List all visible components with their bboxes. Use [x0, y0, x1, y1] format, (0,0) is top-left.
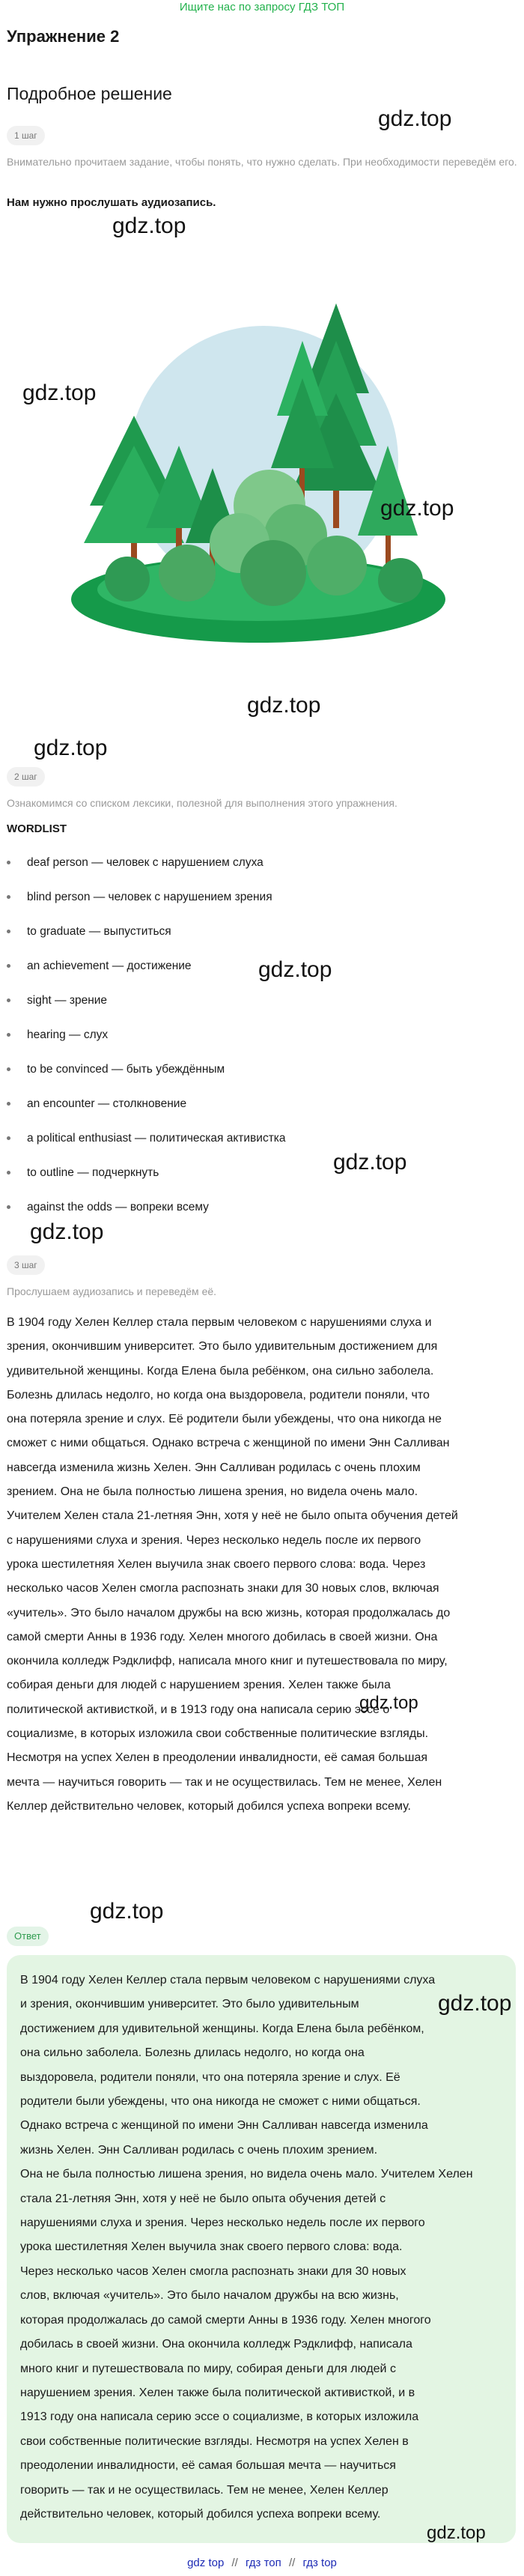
footer-separator: // — [231, 2557, 238, 2569]
wordlist-item: to be convinced — быть убеждённым — [7, 1061, 225, 1079]
forest-illustration — [0, 221, 524, 708]
exercise-title: Упражнение 2 — [7, 27, 120, 46]
footer-link[interactable]: гдз топ — [246, 2557, 281, 2569]
bullet-icon — [7, 1067, 10, 1071]
answer-text: В 1904 году Хелен Келлер стала первым человеком с нарушениями слуха и зрения, окончившим университет. Это было удивительным достижением для удивительной женщины. Когда Елена была ребёнком, она сильно заболела. Болезнь длилась недолго, но когда она выздоровела, родители поняли, что она потеряла зрение и слух. Её родители были убеждены, что она никогда не сможет с ними общаться. Однако встреча с женщиной по имени Энн Салливан навсегда изменила жизнь Хелен. Энн Салливан родилась с очень плохим зрением. Она не была полностью лишена зрения, но видела очень мало. Учителем Хелен стала 21-летняя Энн, хотя у неё не было опыта обучения детей с нарушениями слуха и зрения. Через несколько недель после их первого урока шестилетняя Хелен выучила знак своего первого слова: вода. Через несколько часов Хелен смогла распознать знаки для 30 новых слов, включая «учитель». Это было началом дружбы на всю жизнь, которая продолжалась до самой смерти Анны в 1936 году. Хелен многого добилась в своей жизни. Она окончила колледж Рэдклифф, написала много книг и путешествовала по миру, собирая деньги для людей с нарушением зрения. Хелен также была политической активисткой, и в 1913 году она написала серию эссе о социализме, в которых изложила свои собственные политические взгляды. Несмотря на успех Хелен в преодолении инвалидности, её самая большая мечта — научиться говорить — так и не осуществилась. Тем не менее, Хелен Келлер действительно человек, который добился успеха вопреки всему. — [20, 1974, 473, 2521]
watermark: gdz.top — [378, 106, 452, 131]
wordlist-item: sight — зрение — [7, 992, 107, 1010]
bullet-icon — [7, 861, 10, 864]
step-1-hint: Внимательно прочитаем задание, чтобы понять, что нужно сделать. При необходимости переведём его. — [7, 156, 517, 168]
watermark: gdz.top — [112, 213, 186, 238]
wordlist-item: an encounter — столкновение — [7, 1095, 186, 1113]
bullet-icon — [7, 998, 10, 1002]
watermark: gdz.top — [333, 1150, 407, 1175]
wordlist-item: to outline — подчеркнуть — [7, 1164, 159, 1182]
watermark: gdz.top — [258, 957, 332, 982]
wordlist-item: blind person — человек с нарушением зрения — [7, 888, 272, 906]
bullet-icon — [7, 930, 10, 933]
wordlist-item: deaf person — человек с нарушением слуха — [7, 854, 263, 872]
step-1-task: Нам нужно прослушать аудиозапись. — [7, 196, 216, 209]
watermark: gdz.top — [22, 381, 97, 405]
bullet-icon — [7, 964, 10, 968]
bullet-icon — [7, 895, 10, 899]
bullet-icon — [7, 1136, 10, 1140]
watermark: gdz.top — [359, 1693, 418, 1713]
wordlist-item: an achievement — достижение — [7, 957, 192, 975]
watermark: gdz.top — [438, 1991, 512, 2016]
wordlist-item: hearing — слух — [7, 1026, 108, 1044]
bullet-icon — [7, 1102, 10, 1106]
footer-link[interactable]: gdz top — [187, 2557, 225, 2569]
step-3-hint: Прослушаем аудиозапись и переведём её. — [7, 1285, 217, 1297]
watermark: gdz.top — [380, 496, 454, 521]
section-title: Подробное решение — [7, 84, 172, 103]
wordlist-heading: WORDLIST — [7, 822, 67, 835]
bullet-icon — [7, 1171, 10, 1175]
footer-links — [0, 2554, 524, 2572]
answer-badge: Ответ — [7, 1927, 49, 1946]
wordlist-item: to graduate — выпуститься — [7, 923, 171, 941]
translation-text: В 1904 году Хелен Келлер стала первым человеком с нарушениями слуха и зрения, окончившим университет. Это было удивительным достижением для удивительной женщины. Когда Елена была ребёнком, она сильно заболела. Болезнь длилась недолго, но когда она выздоровела, родители поняли, что она потеряла зрение и слух. Её родители были убеждены, что она никогда не сможет с ними общаться. Однако встреча с женщиной по имени Энн Салливан навсегда изменила жизнь Хелен. Энн Салливан родилась с очень плохим зрением. Она не была полностью лишена зрения, но видела очень мало. Учителем Хелен стала 21-летняя Энн, хотя у неё не было опыта обучения детей с нарушениями слуха и зрения. Через несколько недель после их первого урока шестилетняя Хелен выучила знак своего первого слова: вода. Через несколько часов Хелен смогла распознать знаки для 30 новых слов, включая «учитель». Это было началом дружбы на всю жизнь, которая продолжалась до самой смерти Анны в 1936 году. Хелен многого добилась в своей жизни. Она окончила колледж Рэдклифф, написала много книг и путешествовала по миру, собирая деньги для людей с нарушением зрения. Хелен также была политической активисткой, и в 1913 году она написала серию эссе о социализме, в которых изложила свои собственные политические взгляды. Несмотря на успех Хелен в преодолении инвалидности, её самая большая мечта — научиться говорить — так и не осуществилась. Тем не менее, Хелен Келлер действительно человек, который добился успеха вопреки всему. — [7, 1316, 458, 1813]
watermark: gdz.top — [30, 1219, 104, 1244]
footer-separator: // — [288, 2557, 296, 2569]
step-2-hint: Ознакомимся со списком лексики, полезной для выполнения этого упражнения. — [7, 797, 397, 809]
watermark: gdz.top — [427, 2523, 486, 2543]
step-3-badge: 3 шаг — [7, 1255, 45, 1275]
watermark: gdz.top — [247, 693, 321, 718]
bullet-icon — [7, 1205, 10, 1209]
footer-link[interactable]: гдз top — [302, 2557, 337, 2569]
step-1-badge: 1 шаг — [7, 126, 45, 145]
wordlist-item: a political enthusiast — политическая активистка — [7, 1130, 286, 1148]
forest-trees-image — [0, 221, 524, 708]
watermark: gdz.top — [34, 736, 108, 760]
step-2-badge: 2 шаг — [7, 767, 45, 787]
watermark: gdz.top — [90, 1899, 164, 1924]
search-banner: Ищите нас по запросу ГДЗ ТОП — [179, 1, 345, 13]
bullet-icon — [7, 1033, 10, 1037]
wordlist-item: against the odds — вопреки всему — [7, 1198, 209, 1216]
